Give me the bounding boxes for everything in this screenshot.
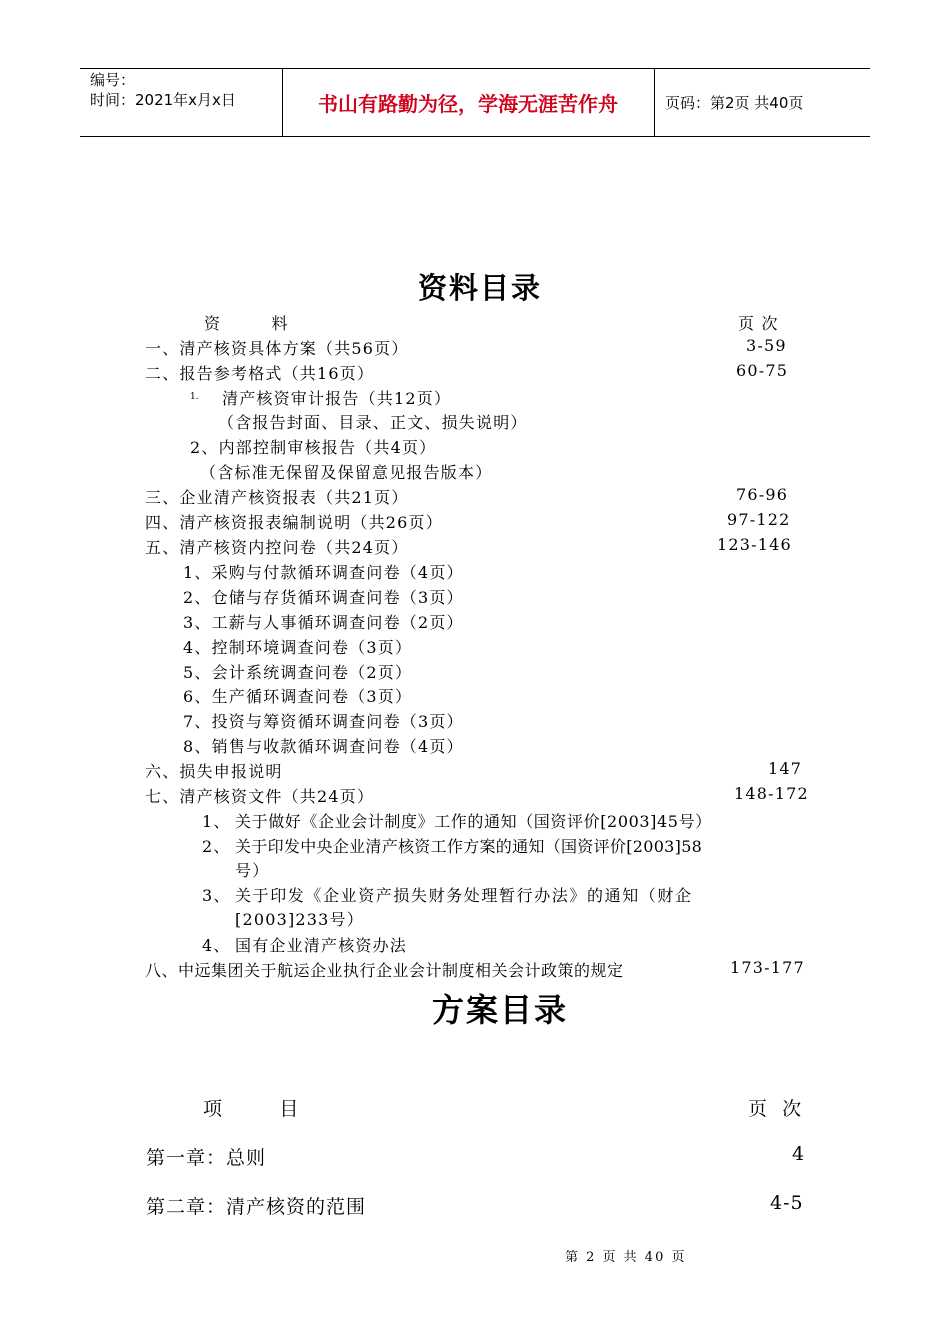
toc-subitem-7-1-number: 1、 xyxy=(202,812,231,831)
toc-item-2: 二、报告参考格式（共16页） xyxy=(145,364,375,383)
toc-subitem-7-3: 关于印发《企业资产损失财务处理暂行办法》的通知（财企 xyxy=(235,886,693,905)
toc-item-5: 五、清产核资内控问卷（共24页） xyxy=(145,538,409,557)
toc-page-7: 148-172 xyxy=(734,784,809,803)
toc-subitem-5-4: 4、控制环境调查问卷（3页） xyxy=(183,638,413,657)
toc-page-6: 147 xyxy=(768,759,803,778)
toc-subitem-2-1-number: 1. xyxy=(190,392,199,402)
toc-page-8: 173-177 xyxy=(730,958,805,977)
plan-col-page: 页 次 xyxy=(748,1098,803,1120)
toc-item-4: 四、清产核资报表编制说明（共26页） xyxy=(145,513,443,532)
toc-page-5: 123-146 xyxy=(717,535,792,554)
plan-page-2: 4-5 xyxy=(770,1192,804,1214)
toc-subitem-5-1: 1、采购与付款循环调查问卷（4页） xyxy=(183,563,464,582)
materials-col-page: 页 次 xyxy=(738,314,779,333)
header-meta xyxy=(90,70,236,110)
toc-item-1: 一、清产核资具体方案（共56页） xyxy=(145,339,409,358)
toc-subitem-7-3-number: 3、 xyxy=(202,886,231,905)
header-bottom-rule xyxy=(80,136,870,137)
toc-subitem-7-1: 关于做好《企业会计制度》工作的通知（国资评价[2003]45号） xyxy=(235,812,712,831)
toc-subitem-5-5: 5、会计系统调查问卷（2页） xyxy=(183,663,413,682)
plan-title: 方案目录 xyxy=(432,991,569,1029)
plan-col-item: 项 目 xyxy=(203,1098,300,1120)
toc-subitem-7-4-number: 4、 xyxy=(202,936,231,955)
toc-subitem-7-2-continued: 号） xyxy=(235,861,270,880)
toc-item-8: 八、中远集团关于航运企业执行企业会计制度相关会计政策的规定 xyxy=(145,961,624,980)
toc-item-7: 七、清产核资文件（共24页） xyxy=(145,787,375,806)
toc-subitem-7-3-continued: [2003]233号） xyxy=(235,910,364,929)
plan-item-2: 第二章：清产核资的范围 xyxy=(146,1196,367,1218)
toc-subitem-7-4: 国有企业清产核资办法 xyxy=(235,936,408,955)
toc-item-6: 六、损失申报说明 xyxy=(145,762,283,781)
header-page-info: 页码：第2页 共40页 xyxy=(665,94,804,112)
toc-page-1: 3-59 xyxy=(746,336,787,355)
materials-title: 资料目录 xyxy=(418,271,543,305)
toc-subitem-7-2-number: 2、 xyxy=(202,837,231,856)
plan-item-1: 第一章：总则 xyxy=(146,1147,267,1169)
page-footer: 第 2 页 共 40 页 xyxy=(565,1250,687,1265)
header-motto: 书山有路勤为径，学海无涯苦作舟 xyxy=(318,92,618,116)
toc-subitem-5-2: 2、仓储与存货循环调查问卷（3页） xyxy=(183,588,464,607)
toc-subitem-5-8: 8、销售与收款循环调查问卷（4页） xyxy=(183,737,464,756)
toc-subitem-5-7: 7、投资与筹资循环调查问卷（3页） xyxy=(183,712,464,731)
toc-item-3: 三、企业清产核资报表（共21页） xyxy=(145,488,409,507)
toc-subitem-5-3: 3、工薪与人事循环调查问卷（2页） xyxy=(183,613,464,632)
toc-subitem-7-2: 关于印发中央企业清产核资工作方案的通知（国资评价[2003]58 xyxy=(235,837,703,856)
toc-page-3: 76-96 xyxy=(736,485,789,504)
toc-page-2: 60-75 xyxy=(736,361,789,380)
toc-subitem-2-1-note: （含报告封面、目录、正文、损失说明） xyxy=(218,413,528,432)
toc-subitem-2-2-note: （含标准无保留及保留意见报告版本） xyxy=(200,463,493,482)
toc-subitem-2-2: 2、内部控制审核报告（共4页） xyxy=(190,438,437,457)
toc-subitem-5-6: 6、生产循环调查问卷（3页） xyxy=(183,687,413,706)
header-time-label: 时间：2021年x月x日 xyxy=(90,91,236,109)
header-divider-right xyxy=(654,68,655,136)
toc-page-4: 97-122 xyxy=(727,510,791,529)
header-number-label: 编号： xyxy=(90,71,136,89)
toc-subitem-2-1: 清产核资审计报告（共12页） xyxy=(222,389,452,408)
materials-col-item: 资 料 xyxy=(204,314,289,333)
header-top-rule xyxy=(80,68,870,69)
plan-page-1: 4 xyxy=(792,1143,806,1165)
